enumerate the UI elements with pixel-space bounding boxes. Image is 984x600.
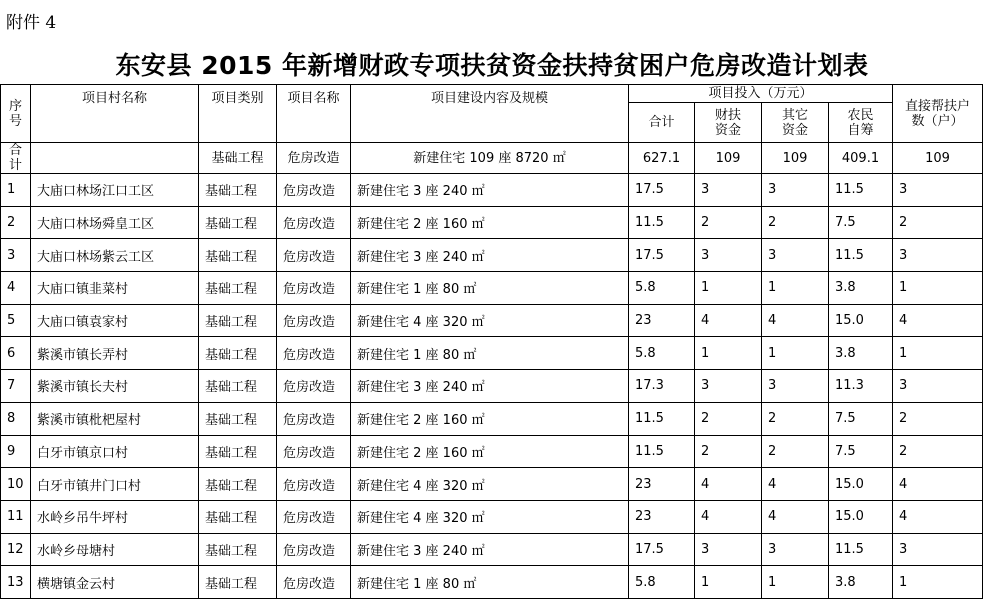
build-content-cell: 新建住宅 2 座 160 ㎡ xyxy=(351,402,629,435)
households-cell: 3 xyxy=(893,239,983,272)
village-name-cell: 大庙口林场舜皇工区 xyxy=(31,206,199,239)
project-category-cell: 基础工程 xyxy=(199,206,277,239)
households-cell: 2 xyxy=(893,206,983,239)
poverty-fund-cell: 4 xyxy=(695,468,762,501)
project-name-cell: 危房改造 xyxy=(277,533,351,566)
table-row xyxy=(1,468,983,501)
project-name-cell: 危房改造 xyxy=(277,435,351,468)
farmer-fund-cell: 7.5 xyxy=(829,435,893,468)
village-name-cell: 大庙口林场江口工区 xyxy=(31,174,199,207)
poverty-fund-cell: 4 xyxy=(695,304,762,337)
build-content-cell: 新建住宅 1 座 80 ㎡ xyxy=(351,272,629,305)
row-number-cell: 1 xyxy=(1,174,31,207)
investment-total-cell: 17.5 xyxy=(629,533,695,566)
row-number-cell: 9 xyxy=(1,435,31,468)
farmer-fund-cell: 7.5 xyxy=(829,206,893,239)
village-name-cell: 大庙口镇袁家村 xyxy=(31,304,199,337)
farmer-fund-cell: 3.8 xyxy=(829,337,893,370)
investment-total-cell: 17.5 xyxy=(629,174,695,207)
project-category-cell: 基础工程 xyxy=(199,402,277,435)
header-project-name: 项目名称 xyxy=(277,85,351,143)
poverty-fund-cell: 1 xyxy=(695,337,762,370)
other-fund-cell: 3 xyxy=(762,174,829,207)
village-name-cell: 水岭乡母塘村 xyxy=(31,533,199,566)
project-name-cell: 危房改造 xyxy=(277,468,351,501)
project-category-cell: 基础工程 xyxy=(199,468,277,501)
project-name-cell: 危房改造 xyxy=(277,337,351,370)
farmer-fund-cell: 3.8 xyxy=(829,566,893,599)
project-name-cell: 危房改造 xyxy=(277,174,351,207)
poverty-fund-cell: 2 xyxy=(695,435,762,468)
row-number-cell: 10 xyxy=(1,468,31,501)
households-cell: 3 xyxy=(893,174,983,207)
header-farmer-fund: 农民 自筹 xyxy=(829,103,893,143)
total-label: 合 计 xyxy=(1,143,31,174)
table-row xyxy=(1,370,983,403)
table-row xyxy=(1,500,983,533)
row-number-cell: 3 xyxy=(1,239,31,272)
households-cell: 4 xyxy=(893,468,983,501)
build-content-cell: 新建住宅 1 座 80 ㎡ xyxy=(351,337,629,370)
table-row xyxy=(1,566,983,599)
row-number-cell: 12 xyxy=(1,533,31,566)
investment-total-cell: 23 xyxy=(629,468,695,501)
table-row xyxy=(1,435,983,468)
project-name-cell: 危房改造 xyxy=(277,370,351,403)
total-category: 基础工程 xyxy=(199,143,277,174)
other-fund-cell: 2 xyxy=(762,402,829,435)
farmer-fund-cell: 15.0 xyxy=(829,500,893,533)
attachment-label: 附件 4 xyxy=(6,13,57,33)
header-investment: 项目投入（万元） xyxy=(629,85,893,103)
project-name-cell: 危房改造 xyxy=(277,566,351,599)
row-number-cell: 6 xyxy=(1,337,31,370)
total-village xyxy=(31,143,199,174)
header-total: 合计 xyxy=(629,103,695,143)
table-row xyxy=(1,174,983,207)
total-poverty-fund: 109 xyxy=(695,143,762,174)
total-project-name: 危房改造 xyxy=(277,143,351,174)
project-category-cell: 基础工程 xyxy=(199,272,277,305)
households-cell: 2 xyxy=(893,402,983,435)
header-village: 项目村名称 xyxy=(31,85,199,143)
village-name-cell: 白牙市镇京口村 xyxy=(31,435,199,468)
table-row xyxy=(1,239,983,272)
row-number-cell: 2 xyxy=(1,206,31,239)
farmer-fund-cell: 3.8 xyxy=(829,272,893,305)
investment-total-cell: 5.8 xyxy=(629,566,695,599)
village-name-cell: 紫溪市镇长弄村 xyxy=(31,337,199,370)
build-content-cell: 新建住宅 3 座 240 ㎡ xyxy=(351,370,629,403)
project-category-cell: 基础工程 xyxy=(199,370,277,403)
table-row xyxy=(1,402,983,435)
village-name-cell: 大庙口镇韭菜村 xyxy=(31,272,199,305)
other-fund-cell: 3 xyxy=(762,533,829,566)
header-households: 直接帮扶户 数（户） xyxy=(893,85,983,143)
households-cell: 4 xyxy=(893,304,983,337)
village-name-cell: 紫溪市镇枇杷屋村 xyxy=(31,402,199,435)
total-row xyxy=(1,143,983,174)
project-category-cell: 基础工程 xyxy=(199,500,277,533)
project-category-cell: 基础工程 xyxy=(199,239,277,272)
build-content-cell: 新建住宅 3 座 240 ㎡ xyxy=(351,533,629,566)
village-name-cell: 紫溪市镇长夫村 xyxy=(31,370,199,403)
total-farmer-fund: 409.1 xyxy=(829,143,893,174)
row-number-cell: 5 xyxy=(1,304,31,337)
project-name-cell: 危房改造 xyxy=(277,206,351,239)
header-poverty-fund: 财扶 资金 xyxy=(695,103,762,143)
plan-table xyxy=(0,84,983,599)
farmer-fund-cell: 11.5 xyxy=(829,239,893,272)
households-cell: 4 xyxy=(893,500,983,533)
build-content-cell: 新建住宅 4 座 320 ㎡ xyxy=(351,304,629,337)
village-name-cell: 大庙口林场紫云工区 xyxy=(31,239,199,272)
table-row xyxy=(1,337,983,370)
page-title: 东安县 2015 年新增财政专项扶贫资金扶持贫困户危房改造计划表 xyxy=(115,51,869,80)
table-row xyxy=(1,304,983,337)
project-name-cell: 危房改造 xyxy=(277,500,351,533)
project-category-cell: 基础工程 xyxy=(199,566,277,599)
build-content-cell: 新建住宅 4 座 320 ㎡ xyxy=(351,500,629,533)
build-content-cell: 新建住宅 4 座 320 ㎡ xyxy=(351,468,629,501)
total-content: 新建住宅 109 座 8720 ㎡ xyxy=(351,143,629,174)
other-fund-cell: 1 xyxy=(762,337,829,370)
project-name-cell: 危房改造 xyxy=(277,402,351,435)
investment-total-cell: 17.3 xyxy=(629,370,695,403)
poverty-fund-cell: 3 xyxy=(695,174,762,207)
row-number-cell: 11 xyxy=(1,500,31,533)
total-sum: 627.1 xyxy=(629,143,695,174)
header-other-fund: 其它 资金 xyxy=(762,103,829,143)
households-cell: 1 xyxy=(893,272,983,305)
header-category: 项目类别 xyxy=(199,85,277,143)
households-cell: 3 xyxy=(893,370,983,403)
table-row xyxy=(1,206,983,239)
village-name-cell: 白牙市镇井门口村 xyxy=(31,468,199,501)
farmer-fund-cell: 15.0 xyxy=(829,468,893,501)
project-name-cell: 危房改造 xyxy=(277,272,351,305)
table-row xyxy=(1,272,983,305)
project-name-cell: 危房改造 xyxy=(277,239,351,272)
row-number-cell: 4 xyxy=(1,272,31,305)
build-content-cell: 新建住宅 3 座 240 ㎡ xyxy=(351,239,629,272)
build-content-cell: 新建住宅 3 座 240 ㎡ xyxy=(351,174,629,207)
other-fund-cell: 2 xyxy=(762,435,829,468)
investment-total-cell: 17.5 xyxy=(629,239,695,272)
build-content-cell: 新建住宅 2 座 160 ㎡ xyxy=(351,435,629,468)
investment-total-cell: 11.5 xyxy=(629,206,695,239)
poverty-fund-cell: 3 xyxy=(695,370,762,403)
build-content-cell: 新建住宅 2 座 160 ㎡ xyxy=(351,206,629,239)
other-fund-cell: 3 xyxy=(762,239,829,272)
project-category-cell: 基础工程 xyxy=(199,304,277,337)
investment-total-cell: 11.5 xyxy=(629,435,695,468)
other-fund-cell: 1 xyxy=(762,566,829,599)
poverty-fund-cell: 2 xyxy=(695,402,762,435)
village-name-cell: 水岭乡吊牛坪村 xyxy=(31,500,199,533)
investment-total-cell: 5.8 xyxy=(629,272,695,305)
investment-total-cell: 5.8 xyxy=(629,337,695,370)
households-cell: 1 xyxy=(893,566,983,599)
households-cell: 2 xyxy=(893,435,983,468)
other-fund-cell: 1 xyxy=(762,272,829,305)
investment-total-cell: 23 xyxy=(629,304,695,337)
farmer-fund-cell: 15.0 xyxy=(829,304,893,337)
other-fund-cell: 4 xyxy=(762,500,829,533)
row-number-cell: 8 xyxy=(1,402,31,435)
build-content-cell: 新建住宅 1 座 80 ㎡ xyxy=(351,566,629,599)
village-name-cell: 横塘镇金云村 xyxy=(31,566,199,599)
project-category-cell: 基础工程 xyxy=(199,435,277,468)
row-number-cell: 13 xyxy=(1,566,31,599)
other-fund-cell: 2 xyxy=(762,206,829,239)
header-seq: 序 号 xyxy=(1,85,31,143)
poverty-fund-cell: 1 xyxy=(695,566,762,599)
farmer-fund-cell: 11.3 xyxy=(829,370,893,403)
poverty-fund-cell: 3 xyxy=(695,533,762,566)
project-category-cell: 基础工程 xyxy=(199,337,277,370)
poverty-fund-cell: 3 xyxy=(695,239,762,272)
households-cell: 3 xyxy=(893,533,983,566)
farmer-fund-cell: 11.5 xyxy=(829,174,893,207)
investment-total-cell: 23 xyxy=(629,500,695,533)
project-name-cell: 危房改造 xyxy=(277,304,351,337)
other-fund-cell: 4 xyxy=(762,304,829,337)
total-households: 109 xyxy=(893,143,983,174)
row-number-cell: 7 xyxy=(1,370,31,403)
poverty-fund-cell: 2 xyxy=(695,206,762,239)
farmer-fund-cell: 7.5 xyxy=(829,402,893,435)
header-content: 项目建设内容及规模 xyxy=(351,85,629,143)
poverty-fund-cell: 1 xyxy=(695,272,762,305)
investment-total-cell: 11.5 xyxy=(629,402,695,435)
table-row xyxy=(1,533,983,566)
poverty-fund-cell: 4 xyxy=(695,500,762,533)
project-category-cell: 基础工程 xyxy=(199,533,277,566)
households-cell: 1 xyxy=(893,337,983,370)
project-category-cell: 基础工程 xyxy=(199,174,277,207)
farmer-fund-cell: 11.5 xyxy=(829,533,893,566)
other-fund-cell: 3 xyxy=(762,370,829,403)
total-other-fund: 109 xyxy=(762,143,829,174)
other-fund-cell: 4 xyxy=(762,468,829,501)
